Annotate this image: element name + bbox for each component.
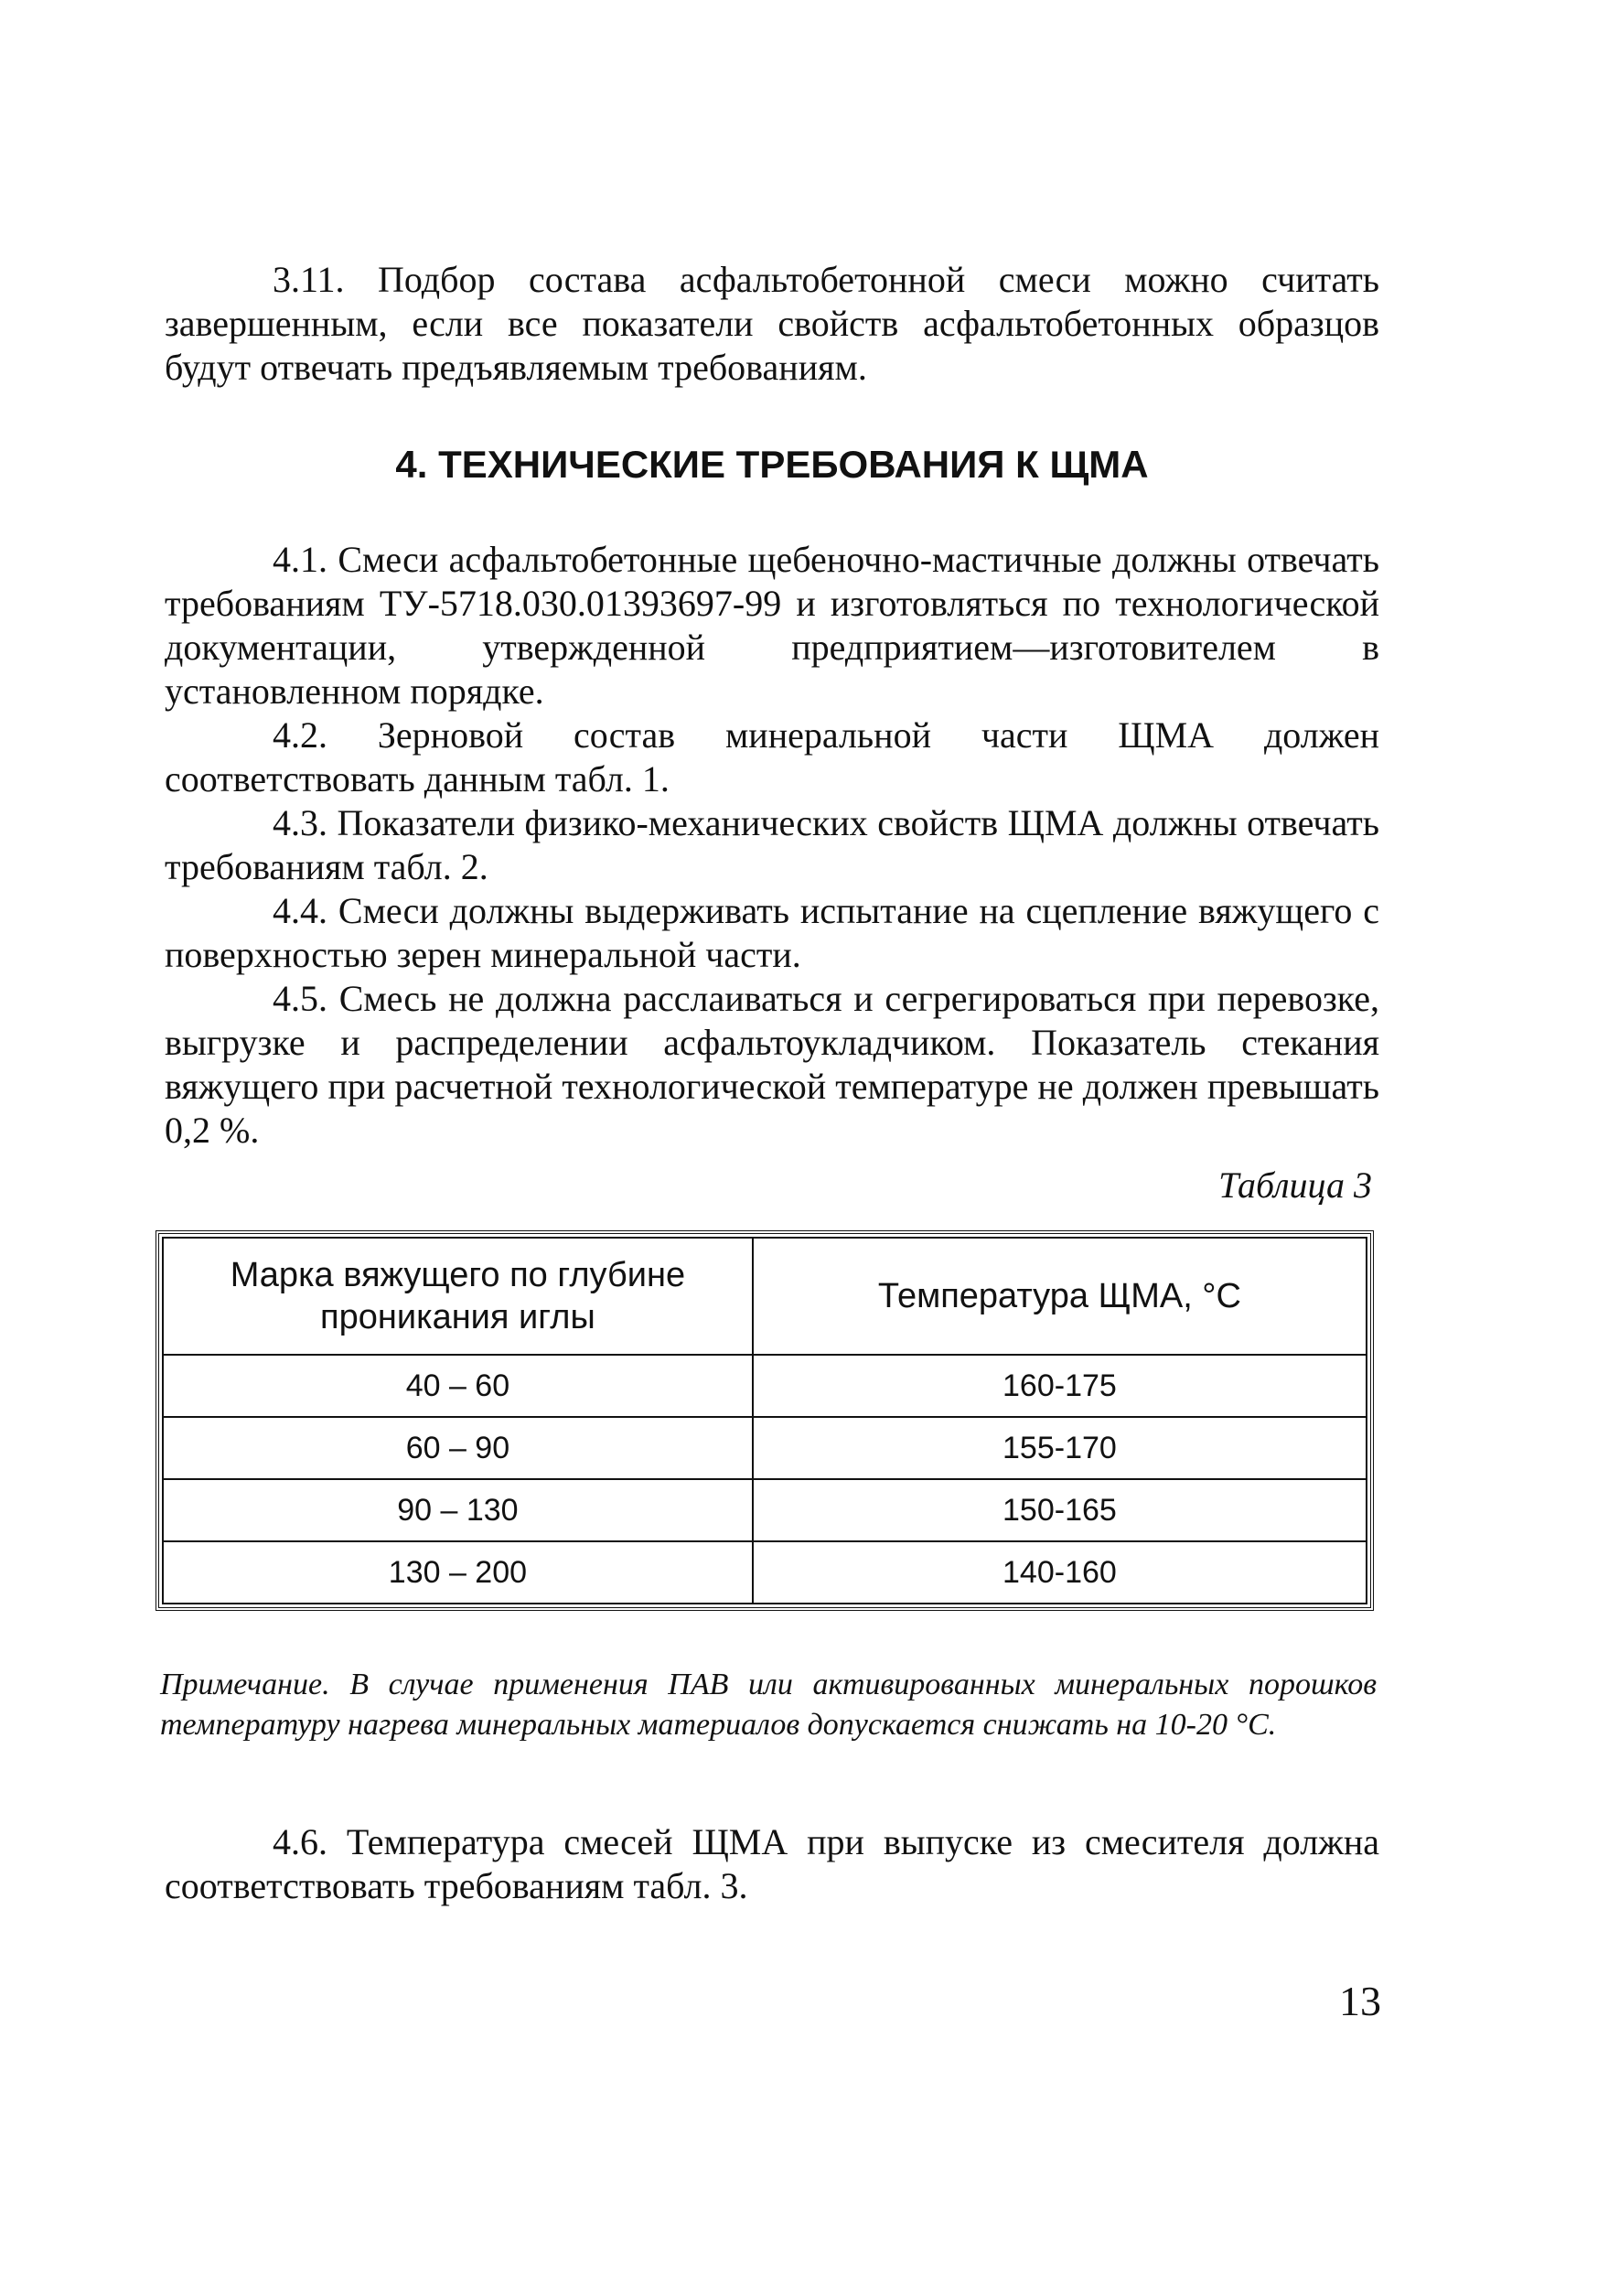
temperature-table: [162, 1237, 1367, 1604]
temperature-table-frame: [155, 1230, 1374, 1611]
section-heading-4: 4. ТЕХНИЧЕСКИЕ ТРЕБОВАНИЯ К ЩМА: [395, 443, 1149, 486]
table-header-row: [163, 1238, 1367, 1355]
section-4-body: [165, 538, 1379, 1153]
paragraph-4-5: 4.5. Смесь не должна расслаиваться и сегрегироваться при перевозке, выгрузке и распределении асфальтоукладчиком. Показатель стекания вяжущего при расчетной технологической температуре не должен превышать 0,2 %.: [165, 978, 1379, 1151]
table-cell: 155-170: [753, 1417, 1367, 1479]
table-cell: 150-165: [753, 1479, 1367, 1541]
table-cell: 140-160: [753, 1541, 1367, 1604]
table-note: Примечание. В случае применения ПАВ или активированных минеральных порошков температуру нагрева минеральных материалов допускается снижать на 10-20 °С.: [160, 1668, 1377, 1742]
table-cell: 130 – 200: [163, 1541, 753, 1604]
table-cell: 90 – 130: [163, 1479, 753, 1541]
section-3-11: [165, 258, 1379, 390]
table-cell: 160-175: [753, 1355, 1367, 1417]
paragraph-3-11: 3.11. Подбор состава асфальтобетонной смеси можно считать завершенным, если все показатели свойств асфальтобетонных образцов будут отвечать предъявляемым требованиям.: [165, 259, 1379, 388]
paragraph-4-2: 4.2. Зерновой состав минеральной части ЩМА должен соответствовать данным табл. 1.: [165, 714, 1379, 799]
table-cell: 40 – 60: [163, 1355, 753, 1417]
section-4-6: [165, 1820, 1379, 1908]
table-header-cell: Температура ЩМА, °С: [753, 1238, 1367, 1355]
paragraph-4-4: 4.4. Смеси должны выдерживать испытание на сцепление вяжущего с поверхностью зерен минеральной части.: [165, 890, 1379, 975]
table-row: [163, 1479, 1367, 1541]
paragraph-4-1: 4.1. Смеси асфальтобетонные щебеночно-мастичные должны отвечать требованиям ТУ-5718.030.01393697-99 и изготовляться по технологической документации, утвержденной предприятием—изготовителем в установленном порядке.: [165, 539, 1379, 712]
table-row: [163, 1355, 1367, 1417]
table-row: [163, 1417, 1367, 1479]
table-header-cell: Марка вяжущего по глубине проникания иглы: [163, 1238, 753, 1355]
table-caption: Таблица 3: [1218, 1164, 1372, 1206]
paragraph-4-3: 4.3. Показатели физико-механических свойств ЩМА должны отвечать требованиям табл. 2.: [165, 802, 1379, 887]
page-number: 13: [1339, 1978, 1381, 2024]
paragraph-4-6: 4.6. Температура смесей ЩМА при выпуске из смесителя должна соответствовать требованиям табл. 3.: [165, 1821, 1379, 1906]
table-row: [163, 1541, 1367, 1604]
table-cell: 60 – 90: [163, 1417, 753, 1479]
